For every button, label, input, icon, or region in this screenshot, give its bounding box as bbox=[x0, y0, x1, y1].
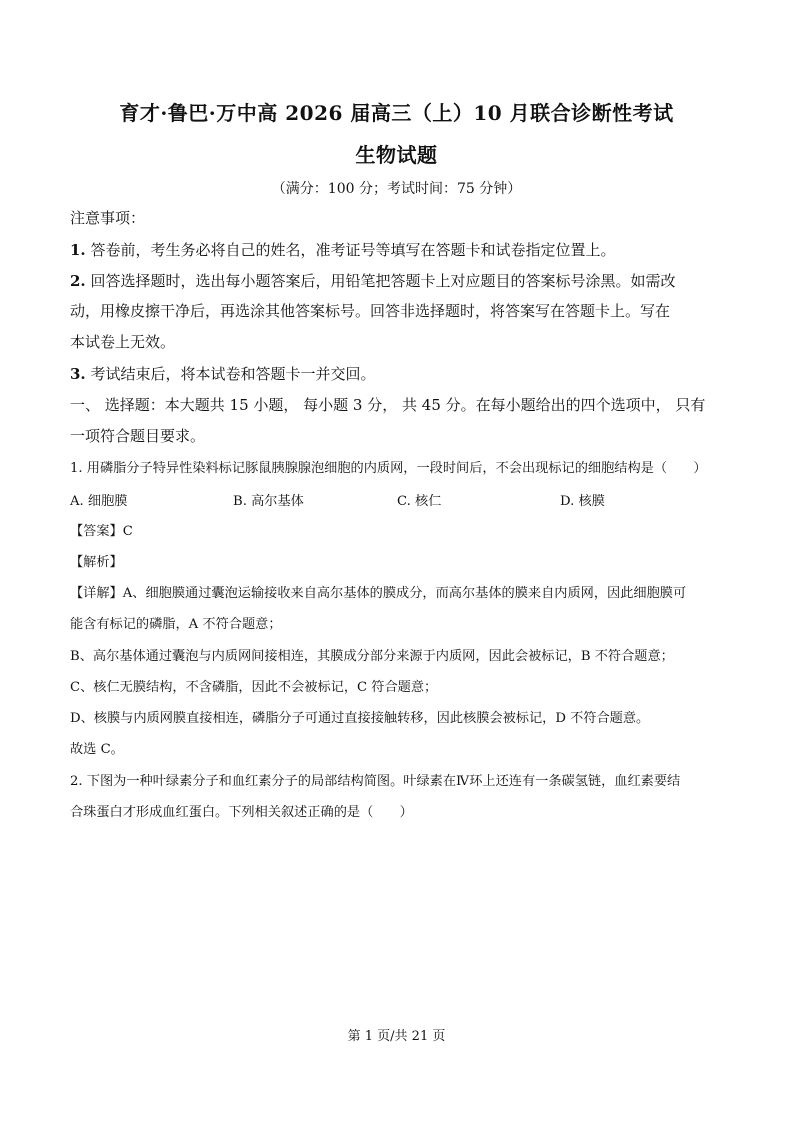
answer-label: 【答案】C bbox=[70, 524, 133, 539]
detail-line: 能含有标记的磷脂，A 不符合题意； bbox=[70, 617, 282, 632]
question-2-stem: 2. 下图为一种叶绿素分子和血红素分子的局部结构简图。叶绿素在Ⅳ环上还连有一条碳氢链，血红素要结 bbox=[70, 774, 681, 789]
notice-item-number: 3. bbox=[70, 365, 86, 383]
option-b: B. 高尔基体 bbox=[233, 494, 304, 509]
notice-item-2-cont: 动，用橡皮擦干净后，再选涂其他答案标号。回答非选择题时，将答案写在答题卡上。写在 bbox=[70, 302, 671, 320]
notice-item-text: 考试结束后，将本试卷和答题卡一并交回。 bbox=[90, 365, 376, 383]
section-heading: 一、 选择题：本大题共 15 小题， 每小题 3 分， 共 45 分。在每小题给出的四个选项中， 只有 bbox=[70, 396, 706, 414]
detail-line: 故选 C。 bbox=[70, 742, 124, 757]
question-1-stem: 1. 用磷脂分子特异性染料标记豚鼠胰腺腺泡细胞的内质网，一段时间后，不会出现标记的细胞结构是（ ） bbox=[70, 461, 707, 476]
notice-item-1 bbox=[70, 240, 730, 260]
detail-line: B、高尔基体通过囊泡与内质网间接相连，其膜成分部分来源于内质网，因此会被标记，B 不符合题意； bbox=[70, 649, 674, 664]
page-number: 第 1 页/共 21 页 bbox=[347, 1029, 446, 1044]
section-heading-cont: 一项符合题目要求。 bbox=[70, 427, 206, 445]
exam-title: 育才·鲁巴·万中高 2026 届高三（上）10 月联合诊断性考试 bbox=[119, 101, 674, 125]
notice-item-number: 2. bbox=[70, 272, 86, 290]
option-a: A. 细胞膜 bbox=[70, 494, 128, 509]
analysis-label: 【解析】 bbox=[70, 555, 123, 570]
option-c: C. 核仁 bbox=[397, 494, 442, 509]
detail-line: C、核仁无膜结构，不含磷脂，因此不会被标记，C 符合题意； bbox=[70, 680, 438, 695]
detail-line: 【详解】A、细胞膜通过囊泡运输接收来自高尔基体的膜成分，而高尔基体的膜来自内质网，因此细胞膜可 bbox=[70, 586, 687, 601]
detail-line: D、核膜与内质网膜直接相连，磷脂分子可通过直接接触转移，因此核膜会被标记，D 不符合题意。 bbox=[70, 711, 650, 726]
option-d: D. 核膜 bbox=[560, 494, 605, 509]
notice-item-2 bbox=[70, 271, 730, 291]
question-2-stem-cont: 合珠蛋白才形成血红蛋白。下列相关叙述正确的是（ ） bbox=[70, 805, 413, 820]
notice-item-number: 1. bbox=[70, 241, 86, 259]
question-1-options bbox=[70, 490, 730, 510]
notice-item-3 bbox=[70, 364, 730, 384]
notice-item-text: 答卷前，考生务必将自己的姓名，准考证号等填写在答题卡和试卷指定位置上。 bbox=[90, 241, 616, 259]
exam-subject: 生物试题 bbox=[355, 143, 438, 167]
notice-item-2-cont: 本试卷上无效。 bbox=[70, 333, 176, 351]
notice-item-text: 回答选择题时，选出每小题答案后，用铅笔把答题卡上对应题目的答案标号涂黑。如需改 bbox=[90, 272, 676, 290]
notice-heading: 注意事项： bbox=[70, 209, 146, 227]
exam-meta: （满分：100 分；考试时间：75 分钟） bbox=[271, 181, 522, 197]
